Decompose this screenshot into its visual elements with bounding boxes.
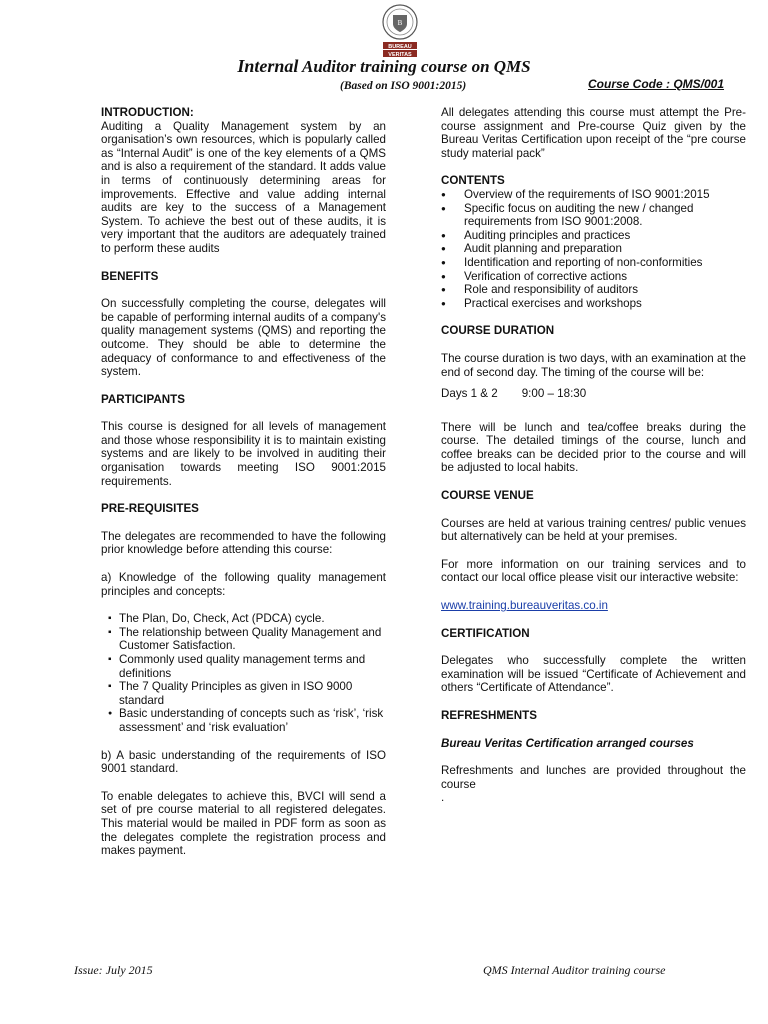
participants-text: This course is designed for all levels of management and those whose responsibility it is to maintain existing systems and are likely to be involved in auditing their organisation towards meeting ISO 9001:2015 requirements. [101,420,386,488]
contents-heading: CONTENTS [441,174,505,188]
list-item: ● Identification and reporting of non-conformities [441,256,746,270]
list-item: ● Basic understanding of concepts such as ‘risk’, ‘risk assessment’ and ‘risk evaluation’ [101,707,386,734]
refresh-text: Refreshments and lunches are provided throughout the course [441,764,746,791]
benefits-heading: BENEFITS [101,269,159,283]
footer-course: QMS Internal Auditor training course [483,963,666,977]
prereq-b: b) A basic understanding of the requirements of ISO 9001 standard. [101,748,386,776]
list-item: ● Verification of corrective actions [441,270,746,284]
svg-text:B: B [397,19,403,27]
bureau-veritas-logo [372,2,428,60]
svg-text:BUREAU: BUREAU [388,44,412,50]
cert-text: Delegates who successfully complete the written examination will be issued “Certificate of Achievement and others “Certificate of Attendance”. [441,654,746,695]
closing-text: To enable delegates to achieve this, BVCI will send a set of pre course material to all registered delegates. This material would be mailed in PDF form as soon as the delegates complete the registration process and makes payment. [101,789,386,858]
list-item: ▪ The relationship between Quality Management and Customer Satisfaction. [101,626,386,653]
participants-heading: PARTICIPANTS [101,392,185,406]
prereq-heading: PRE-REQUISITES [101,502,199,516]
refresh-heading: REFRESHMENTS [441,709,537,722]
refresh-dot: . [441,791,445,805]
svg-text:VERITAS: VERITAS [388,52,412,58]
duration-text: The course duration is two days, with an examination at the end of second day. The timing of the course will be: [441,351,746,379]
list-item: ▪ Commonly used quality management terms and definitions [101,653,386,680]
list-item: ● Practical exercises and workshops [441,297,746,311]
list-item: ● Role and responsibility of auditors [441,283,746,297]
breaks-text: There will be lunch and tea/coffee breaks during the course. The detailed timings of the course, lunch and coffee breaks can be decided prior to the course and will be adjusted to local habits. [441,420,746,475]
title-part2: Auditor training course on QMS [302,57,531,76]
list-item: ▪ The Plan, Do, Check, Act (PDCA) cycle. [101,612,386,626]
days-row [441,387,746,401]
venue-text: Courses are held at various training centres/ public venues but alternatively can be held at your premises. [441,516,746,544]
course-code: Course Code : QMS/001 [588,77,725,91]
page-subtitle: (Based on ISO 9001:2015) [340,80,467,92]
benefits-text: On successfully completing the course, delegates will be capable of performing internal audits of a company's quality management systems (QMS) and reporting the outcome. They should be able to determine the adequacy of conformance to and effectiveness of the system. [101,297,386,379]
prereq-list [101,612,386,734]
left-column [101,106,386,858]
title-part1: Internal [237,56,299,76]
list-item: ● Overview of the requirements of ISO 9001:2015 [441,188,746,202]
footer-issue: Issue: July 2015 [74,963,153,977]
cert-heading: CERTIFICATION [441,626,530,640]
refresh-subheading: Bureau Veritas Certification arranged courses [441,736,694,750]
prereq-a: a) Knowledge of the following quality management principles and concepts: [101,571,386,598]
venue-heading: COURSE VENUE [441,489,534,503]
intro-text: Auditing a Quality Management system by an organisation’s own resources, which is popularly called as “Internal Audit” is one of the key elements of a QMS and is also a requirement of the standard. It adds value in terms of continuously determining areas for improvements. Effective and value adding internal audits are key to the success of a Management System. To achieve the best out of these audits, it is very important that the auditors are adequately trained to perform these audits [101,119,386,255]
info-text: For more information on our training services and to contact our local office please visit our interactive website: [441,557,746,585]
delegates-text: All delegates attending this course must attempt the Pre-course assignment and Pre-course Quiz given by the Bureau Veritas Certification upon receipt of the “pre course study material pack” [441,106,746,160]
days-time: 9:00 – 18:30 [521,387,587,401]
website-link[interactable]: www.training.bureauveritas.co.in [441,599,608,613]
list-item: ▪ The 7 Quality Principles as given in ISO 9000 standard [101,680,386,707]
intro-heading: INTRODUCTION: [101,106,194,119]
list-item: ● Specific focus on auditing the new / changed requirements from ISO 9001:2008. [441,202,746,229]
list-item: ● Audit planning and preparation [441,242,746,256]
days-label: Days 1 & 2 [441,387,498,401]
prereq-text: The delegates are recommended to have the following prior knowledge before attending this course: [101,529,386,557]
right-column [441,106,746,805]
contents-list [441,188,746,310]
list-item: ● Auditing principles and practices [441,229,746,243]
duration-heading: COURSE DURATION [441,324,555,338]
page-title [0,56,768,76]
